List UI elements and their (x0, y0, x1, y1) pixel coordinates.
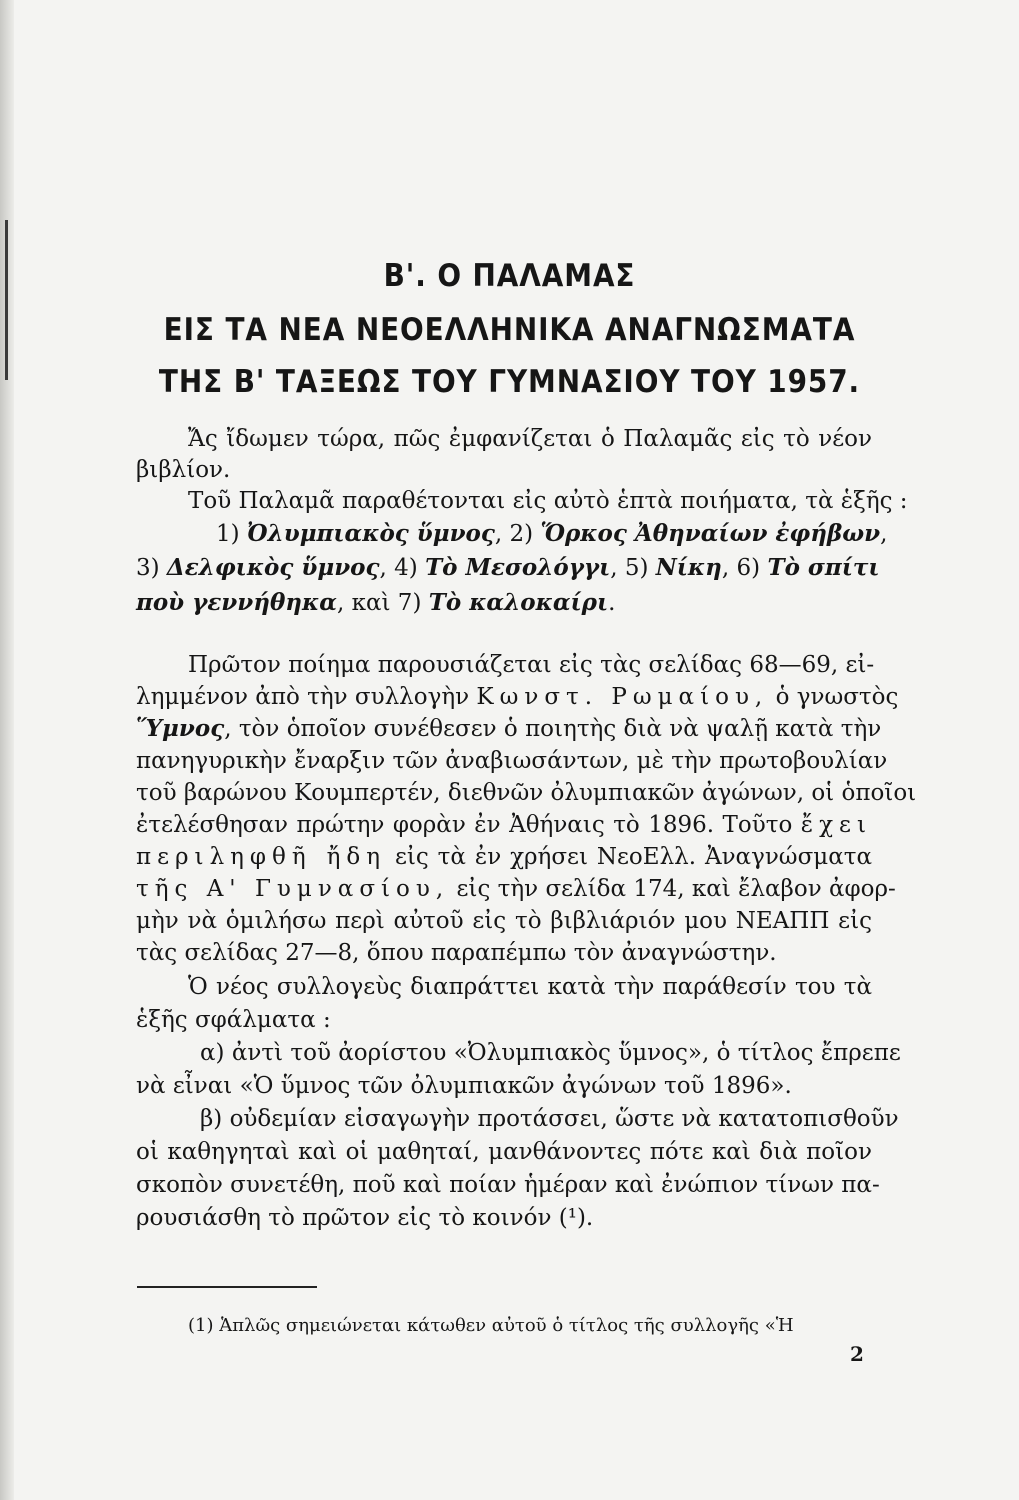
footnote-divider (137, 1286, 317, 1288)
p4-line-1: Ὁ νέος συλλογεὺς διαπράττει κατὰ τὴν παράθεσίν του τὰ (188, 974, 872, 1000)
page-number: 2 (850, 1342, 864, 1366)
p2-line-1: Τοῦ Παλαμᾶ παραθέτονται εἰς αὐτὸ ἑπτὰ ποιήματα, τὰ ἑξῆς : (188, 488, 908, 514)
poem-title-6: Τὸ σπίτι (767, 554, 880, 581)
p3-line-3: Ὕμνος, τὸν ὁποῖον συνέθεσεν ὁ ποιητὴς διὰ νὰ ψαλῇ κατὰ τὴν (136, 715, 882, 742)
poem-title-7: Τὸ καλοκαίρι (428, 589, 609, 616)
p3-line-2: λημμένον ἀπὸ τὴν συλλογὴν Κωνστ. Ρωμαίου, ὁ γνωστὸς (136, 684, 899, 710)
poem-title-4: Τὸ Μεσολόγγι (425, 554, 611, 581)
poem-title-5: Νίκη (655, 554, 722, 581)
p3-line-1: Πρῶτον ποίημα παρουσιάζεται εἰς τὰς σελίδας 68—69, εἰ- (188, 652, 875, 678)
p3-line-5: τοῦ βαρώνου Κουμπερτέν, διεθνῶν ὀλυμπιακῶν ἀγώνων, οἱ ὁποῖοι (136, 780, 917, 806)
chapter-heading-line-1: Β'. Ο ΠΑΛΑΜΑΣ (383, 258, 636, 294)
p1-line-1: Ἄς ἴδωμεν τώρα, πῶς ἐμφανίζεται ὁ Παλαμᾶς εἰς τὸ νέον (188, 426, 872, 452)
p3-line-4: πανηγυρικὴν ἔναρξιν τῶν ἀναβιωσάντων, μὲ τὴν πρωτοβουλίαν (136, 748, 888, 774)
p5-line-2: νὰ εἶναι «Ὁ ὕμνος τῶν ὀλυμπιακῶν ἀγώνων τοῦ 1896». (136, 1073, 792, 1099)
binding-shadow (5, 220, 8, 380)
p2-line-2: 1) Ὀλυμπιακὸς ὕμνος, 2) Ὅρκος Ἀθηναίων ἐφήβων, (216, 520, 888, 547)
p2-line-3: 3) Δελφικὸς ὕμνος, 4) Τὸ Μεσολόγγι, 5) Νίκη, 6) Τὸ σπίτι (136, 554, 880, 581)
p6-line-2: οἱ καθηγηταὶ καὶ οἱ μαθηταί, μανθάνοντες πότε καὶ διὰ ποῖον (136, 1139, 872, 1165)
p4-line-2: ἑξῆς σφάλματα : (136, 1007, 331, 1033)
p6-line-1: β) οὐδεμίαν εἰσαγωγὴν προτάσσει, ὥστε νὰ κατατοπισθοῦν (200, 1106, 899, 1132)
p3-line-9: μὴν νὰ ὁμιλήσω περὶ αὐτοῦ εἰς τὸ βιβλιάριόν μου ΝΕΑΠΠ εἰς (136, 908, 872, 934)
poem-title-2: Ὅρκος Ἀθηναίων ἐφήβων (540, 520, 881, 547)
p1-line-2: βιβλίον. (136, 457, 231, 483)
p3-line-6: ἐτελέσθησαν πρώτην φορὰν ἐν Ἀθήναις τὸ 1896. Τοῦτο ἔχει (136, 812, 872, 838)
poem-title-1: Ὀλυμπιακὸς ὕμνος (246, 520, 495, 547)
p5-line-1: α) ἀντὶ τοῦ ἀορίστου «Ὀλυμπιακὸς ὕμνος», ὁ τίτλος ἔπρεπε (200, 1040, 901, 1066)
footnote-text: (1) Ἁπλῶς σημειώνεται κάτωθεν αὐτοῦ ὁ τίτλος τῆς συλλογῆς «Ἡ (188, 1315, 794, 1336)
p3-line-7: περιληφθῆ ἤδη εἰς τὰ ἐν χρήσει ΝεοΕλλ. Ἀναγνώσματα (136, 844, 873, 870)
p6-line-3: σκοπὸν συνετέθη, ποῦ καὶ ποίαν ἡμέραν καὶ ἐνώπιον τίνων πα- (136, 1172, 880, 1198)
p3-line-10: τὰς σελίδας 27—8, ὅπου παραπέμπω τὸν ἀναγνώστην. (136, 940, 777, 966)
hymn-title: Ὕμνος (136, 715, 225, 742)
p2-line-4: ποὺ γεννήθηκα, καὶ 7) Τὸ καλοκαίρι. (136, 589, 616, 616)
chapter-heading-line-2: ΕΙΣ ΤΑ ΝΕΑ ΝΕΟΕΛΛΗΝΙΚΑ ΑΝΑΓΝΩΣΜΑΤΑ (163, 312, 856, 348)
poem-title-6-cont: ποὺ γεννήθηκα (136, 589, 337, 616)
p3-line-8: τῆς Α' Γυμνασίου, εἰς τὴν σελίδα 174, καὶ ἔλαβον ἀφορ- (136, 876, 896, 902)
chapter-heading-line-3: ΤΗΣ Β' ΤΑΞΕΩΣ ΤΟΥ ΓΥΜΝΑΣΙΟΥ ΤΟΥ 1957. (158, 364, 861, 400)
poem-title-3: Δελφικὸς ὕμνος (166, 554, 380, 581)
p6-line-4: ρουσιάσθη τὸ πρῶτον εἰς τὸ κοινόν (¹). (136, 1205, 594, 1231)
